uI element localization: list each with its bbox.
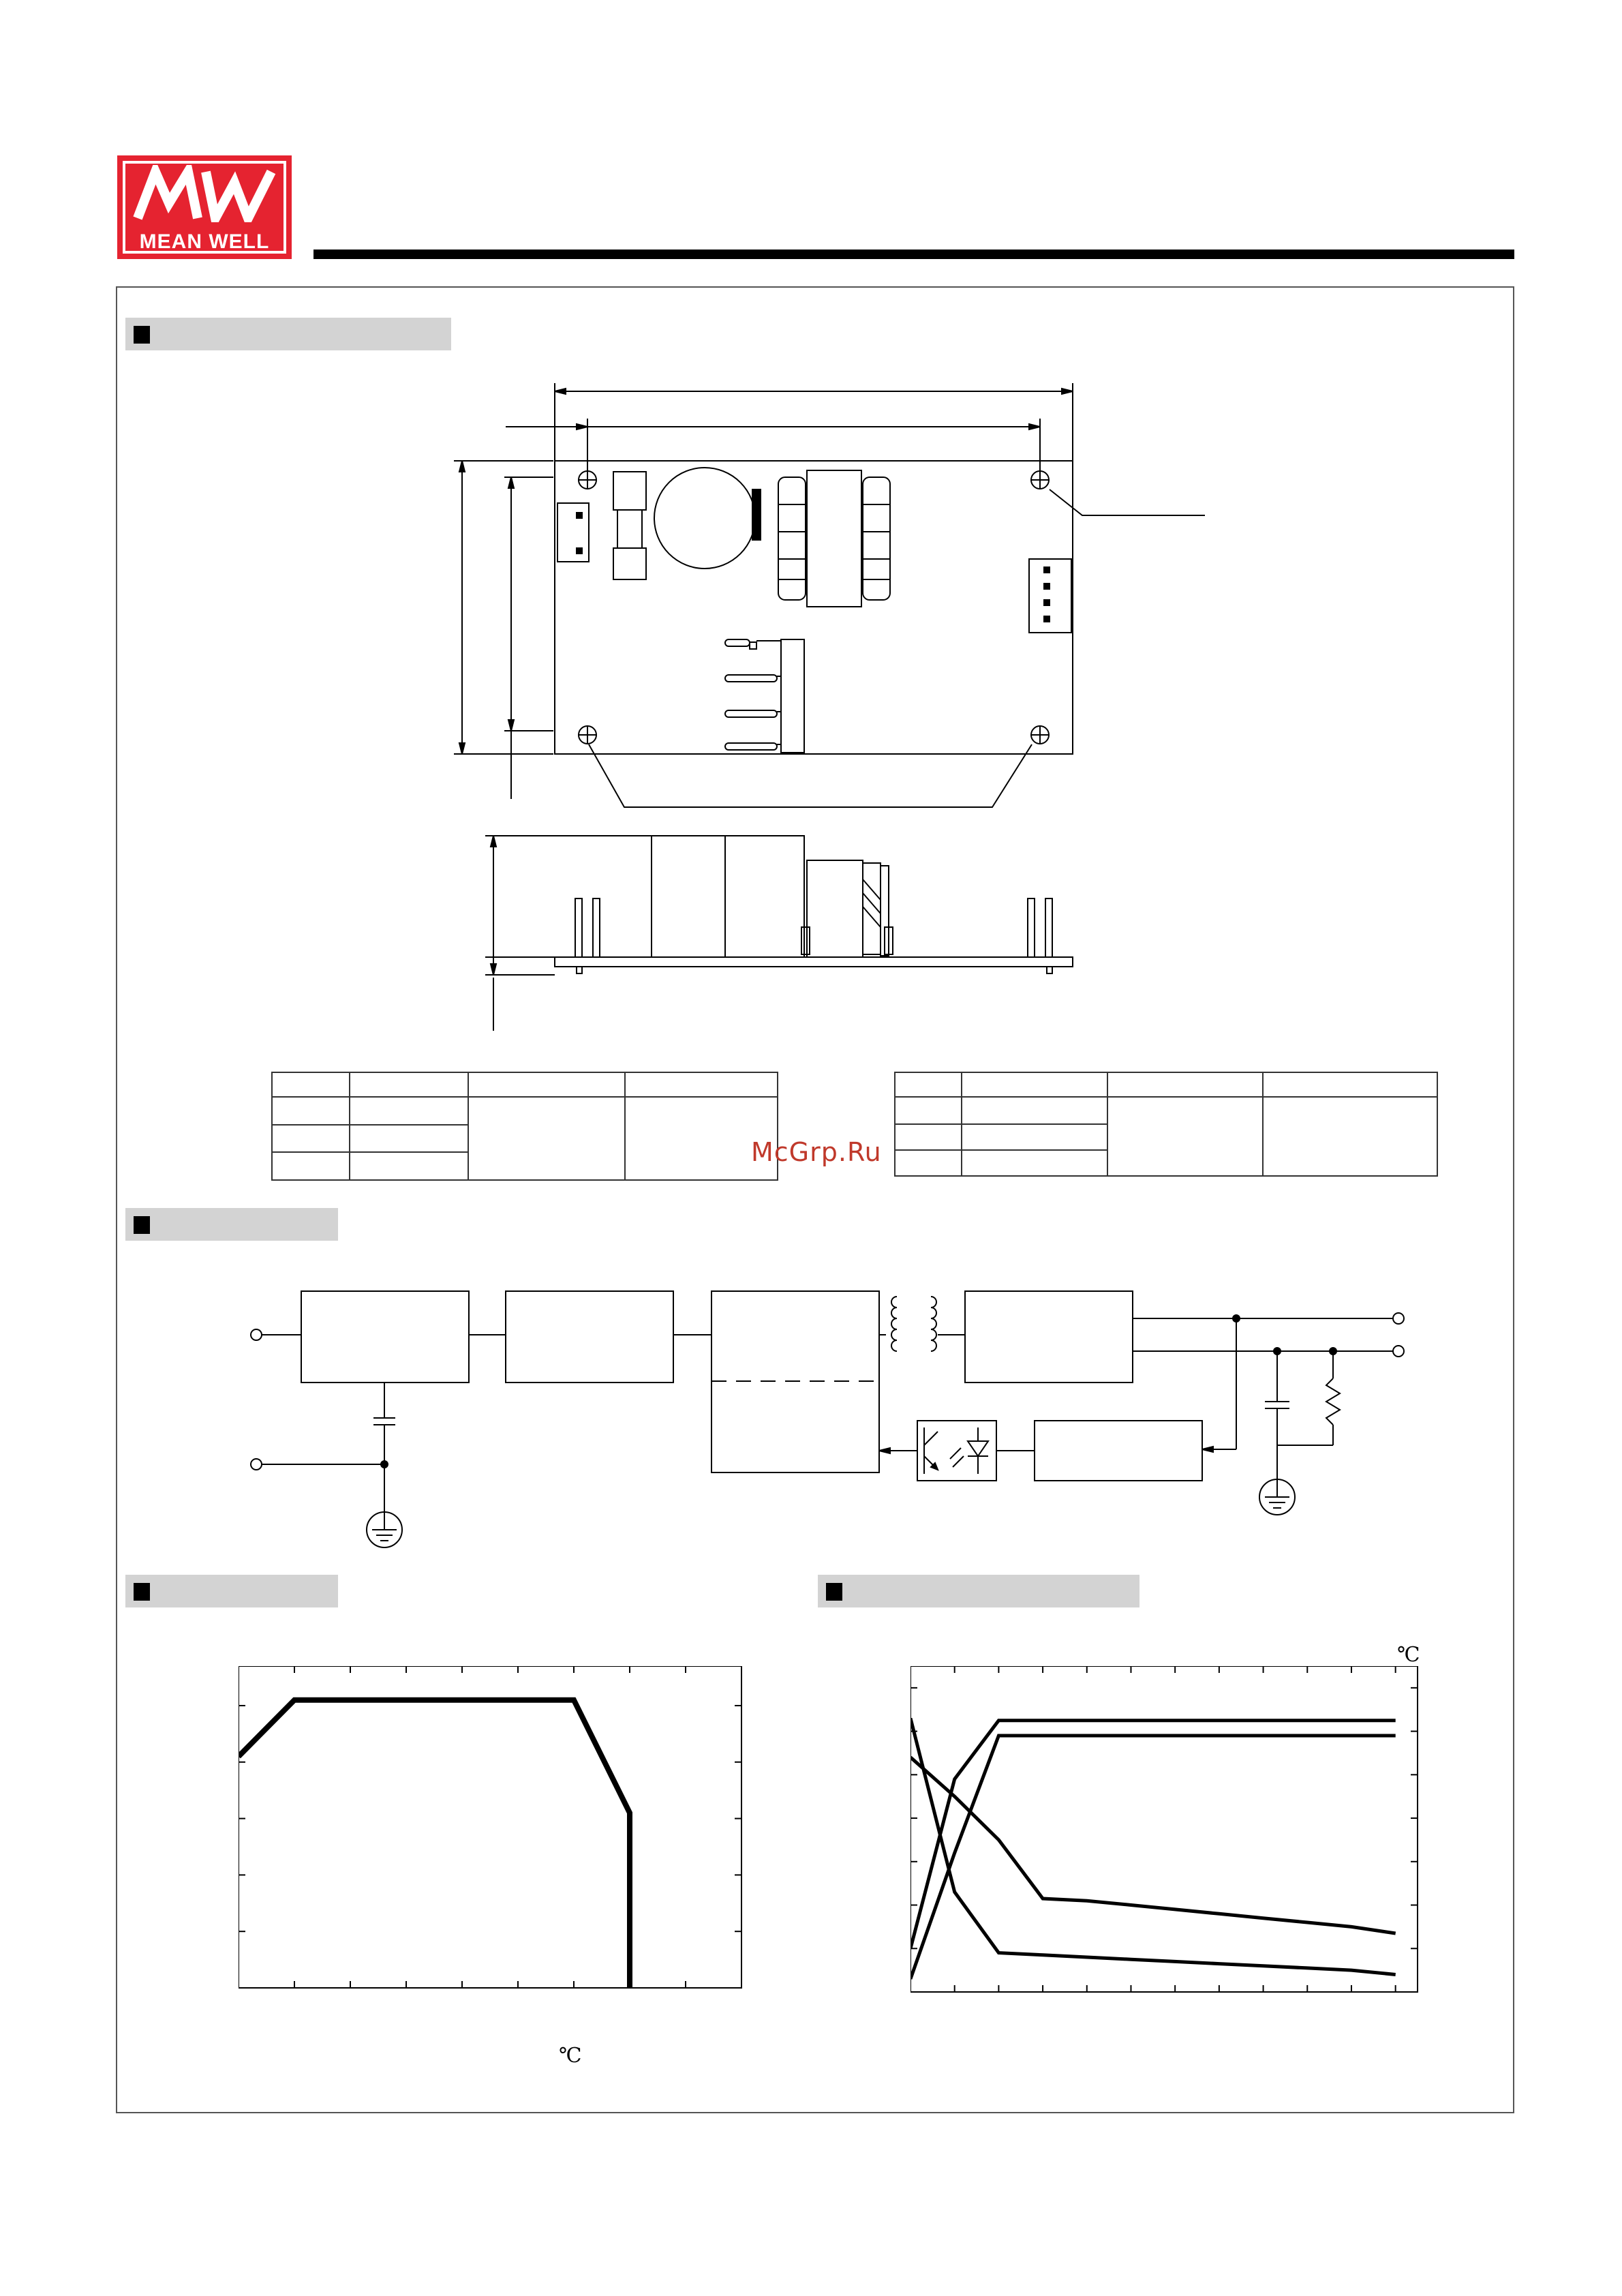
chart-series-line-0 [911,1721,1396,1949]
transformer [778,470,890,607]
derating-chart [239,1666,743,1993]
transformer-side [807,860,863,957]
block-diagram [251,1291,1404,1547]
heatsink [725,639,804,753]
static-chart [911,1666,1420,1995]
dimension-lines-top [506,383,1073,470]
input-connector [557,503,589,562]
block-emi-filter [301,1291,469,1383]
block-rectifier-filter [965,1291,1133,1383]
static-y-unit: ℃ [1397,1643,1420,1667]
side-view [485,836,1073,1031]
pcb-side [555,957,1073,967]
ground-icon [1259,1479,1295,1515]
block-rectifier [506,1291,673,1383]
transformer-coil-icon [879,1297,965,1351]
watermark-text: McGrp.Ru [751,1137,882,1167]
block-detection-circuit [1035,1421,1202,1481]
bulk-capacitor [654,468,755,569]
output-connector [1029,559,1071,633]
chart-series-line-2 [911,1757,1396,1933]
chart-series-line-3 [911,1736,1396,1979]
capacitor-band [752,489,761,540]
connector-table-left [271,1072,778,1181]
derating-chart-frame [239,1666,741,1988]
photo-coupler-icon [917,1421,996,1481]
fuse [613,472,646,579]
derating-x-unit: ℃ [559,2044,582,2068]
logo-brand-text: MEAN WELL [139,230,270,253]
ground-icon [367,1512,402,1547]
connector-table-right [894,1072,1438,1177]
dimension-lines-left [454,461,553,799]
chart-series-line-1 [911,1719,1396,1975]
capacitor-side [652,836,804,957]
chart-series-line-0 [239,1700,630,1988]
